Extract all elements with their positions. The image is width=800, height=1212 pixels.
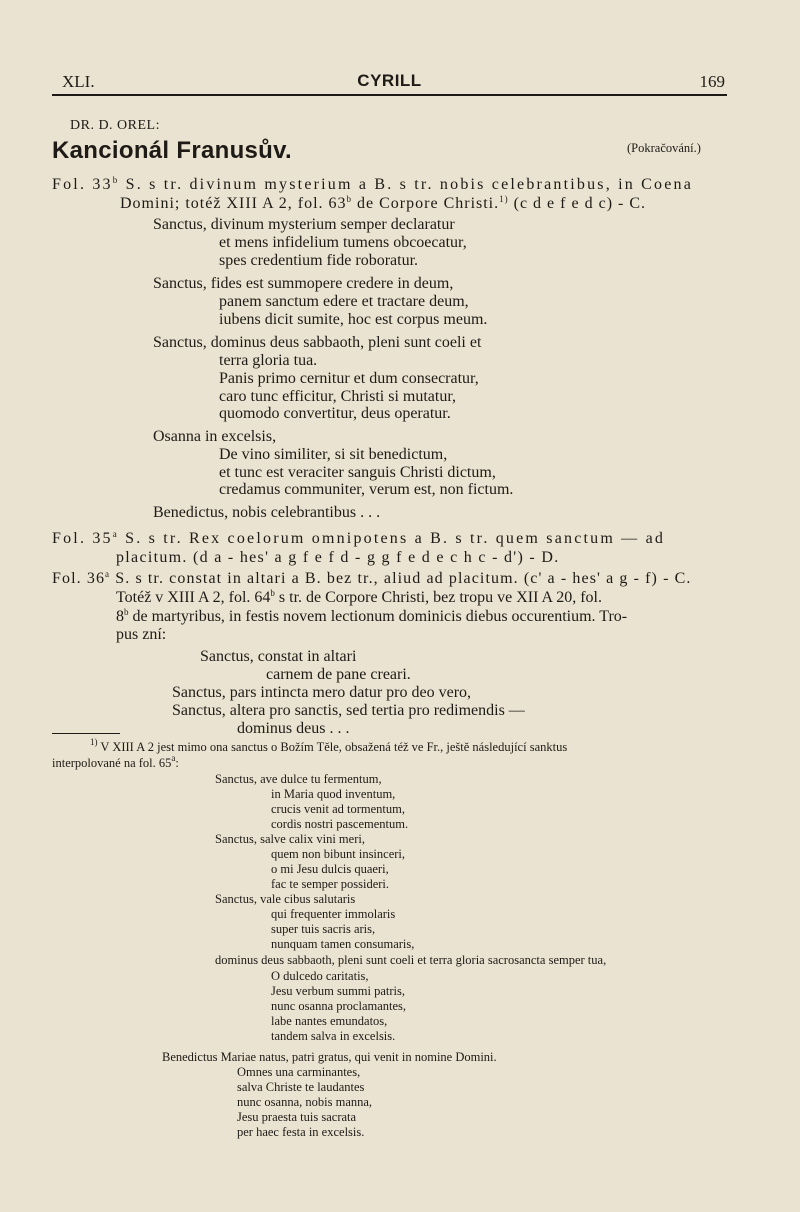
footnote-verse: o mi Jesu dulcis quaeri,: [271, 862, 389, 876]
trope-line: Benedictus, nobis celebrantibus . . .: [153, 504, 381, 521]
footnote-verse: salva Christe te laudantes: [237, 1080, 365, 1094]
trope-line: quomodo convertitur, deus operatur.: [219, 405, 451, 422]
folio-35-line-1: Fol. 35$^a$ S. s tr. Rex coelorum omnipotens a B. s tr. quem sanctum — ad: [52, 529, 666, 547]
footnote-verse: nunc osanna, nobis manna,: [237, 1095, 373, 1109]
folio-33-line-2: Domini; totéž XIII A 2, fol. 63$^b$ de Corpore Christi.$^{1)}$ (c d e f e d c) - C.: [120, 194, 647, 212]
journal-title: CYRILL: [357, 71, 422, 90]
footnote-verse: Omnes una carminantes,: [237, 1065, 361, 1079]
running-header: [52, 72, 727, 92]
trope-line: Sanctus, pars intincta mero datur pro deo vero,: [172, 684, 472, 701]
footnote-verse: Sanctus, salve calix vini meri,: [215, 832, 365, 846]
trope-line: dominus deus . . .: [237, 720, 350, 737]
footnote-line-1: $^{1)}$ V XIII A 2 jest mimo ona sanctus o Božím Těle, obsažená též ve Fr., ještě následující sanktus: [90, 737, 568, 754]
trope-line: Sanctus, fides est summopere credere in deum,: [153, 275, 454, 292]
footnote-verse: Jesu verbum summi patris,: [271, 984, 406, 998]
trope-line: credamus communiter, verum est, non fictum.: [219, 481, 514, 498]
trope-line: iubens dicit sumite, hoc est corpus meum.: [219, 311, 488, 328]
trope-line: caro tunc efficitur, Christi si mutatur,: [219, 388, 457, 405]
folio-35-line-2: placitum. (d a - hes' a g f e f d - g g f e d e c h c - d') - D.: [116, 549, 560, 566]
header-rule: [52, 94, 727, 96]
trope-line: terra gloria tua.: [219, 352, 318, 369]
footnote-verse: nunc osanna proclamantes,: [271, 999, 407, 1013]
footnote-verse: Benedictus Mariae natus, patri gratus, qui venit in nomine Domini.: [162, 1050, 497, 1064]
folio-36-line-4: pus zní:: [116, 626, 167, 643]
footnote-verse: in Maria quod inventum,: [271, 787, 396, 801]
folio-36-line-1: Fol. 36$^a$ S. s tr. constat in altari a B. bez tr., aliud ad placitum. (c' a - hes' a g - f) - C.: [52, 569, 692, 587]
folio-36-line-2: Totéž v XIII A 2, fol. 64$^b$ s tr. de Corpore Christi, bez tropu ve XII A 20, fol.: [116, 588, 602, 606]
footnote-verse: Jesu praesta tuis sacrata: [237, 1110, 357, 1124]
footnote-verse: Sanctus, ave dulce tu fermentum,: [215, 772, 382, 786]
footnote-rule: [52, 733, 120, 734]
trope-line: Panis primo cernitur et dum consecratur,: [219, 370, 479, 387]
trope-line: et tunc est veraciter sanguis Christi dictum,: [219, 464, 496, 481]
footnote-verse: nunquam tamen consumaris,: [271, 937, 415, 951]
footnote-verse: Sanctus, vale cibus salutaris: [215, 892, 356, 906]
folio-33-line-1: Fol. 33$^b$ S. s tr. divinum mysterium a B. s tr. nobis celebrantibus, in Coena: [52, 175, 694, 193]
trope-line: Sanctus, altera pro sanctis, sed tertia pro redimendis —: [172, 702, 525, 719]
trope-line: Sanctus, constat in altari: [200, 648, 357, 665]
footnote-verse: fac te semper possideri.: [271, 877, 390, 891]
footnote-verse: tandem salva in excelsis.: [271, 1029, 396, 1043]
trope-line: Sanctus, divinum mysterium semper declaratur: [153, 216, 455, 233]
continuation-note: (Pokračování.): [627, 141, 701, 155]
trope-line: Sanctus, dominus deus sabbaoth, pleni sunt coeli et: [153, 334, 482, 351]
footnote-line-2: interpolované na fol. 65$^a$:: [52, 753, 179, 770]
page-number: 169: [699, 72, 725, 91]
footnote-verse: labe nantes emundatos,: [271, 1014, 388, 1028]
folio-36-line-3: 8$^b$ de martyribus, in festis novem lectionum dominicis diebus occurentium. Tro-: [116, 607, 628, 625]
trope-line: panem sanctum edere et tractare deum,: [219, 293, 469, 310]
trope-line: De vino similiter, si sit benedictum,: [219, 446, 448, 463]
article-title: Kancionál Franusův.: [52, 137, 292, 164]
trope-line: spes credentium fide roboratur.: [219, 252, 419, 269]
footnote-verse: dominus deus sabbaoth, pleni sunt coeli et terra gloria sacrosancta semper tua,: [215, 953, 607, 967]
footnote-verse: qui frequenter immolaris: [271, 907, 396, 921]
article-author: DR. D. OREL:: [70, 118, 160, 133]
footnote-verse: per haec festa in excelsis.: [237, 1125, 365, 1139]
trope-line: et mens infidelium tumens obcoecatur,: [219, 234, 467, 251]
footnote-verse: cordis nostri pascementum.: [271, 817, 409, 831]
trope-line: Osanna in excelsis,: [153, 428, 277, 445]
footnote-verse: quem non bibunt insinceri,: [271, 847, 406, 861]
trope-line: carnem de pane creari.: [266, 666, 411, 683]
footnote-verse: O dulcedo caritatis,: [271, 969, 369, 983]
volume-number: XLI.: [62, 72, 95, 91]
footnote-verse: crucis venit ad tormentum,: [271, 802, 405, 816]
footnote-verse: super tuis sacris aris,: [271, 922, 376, 936]
